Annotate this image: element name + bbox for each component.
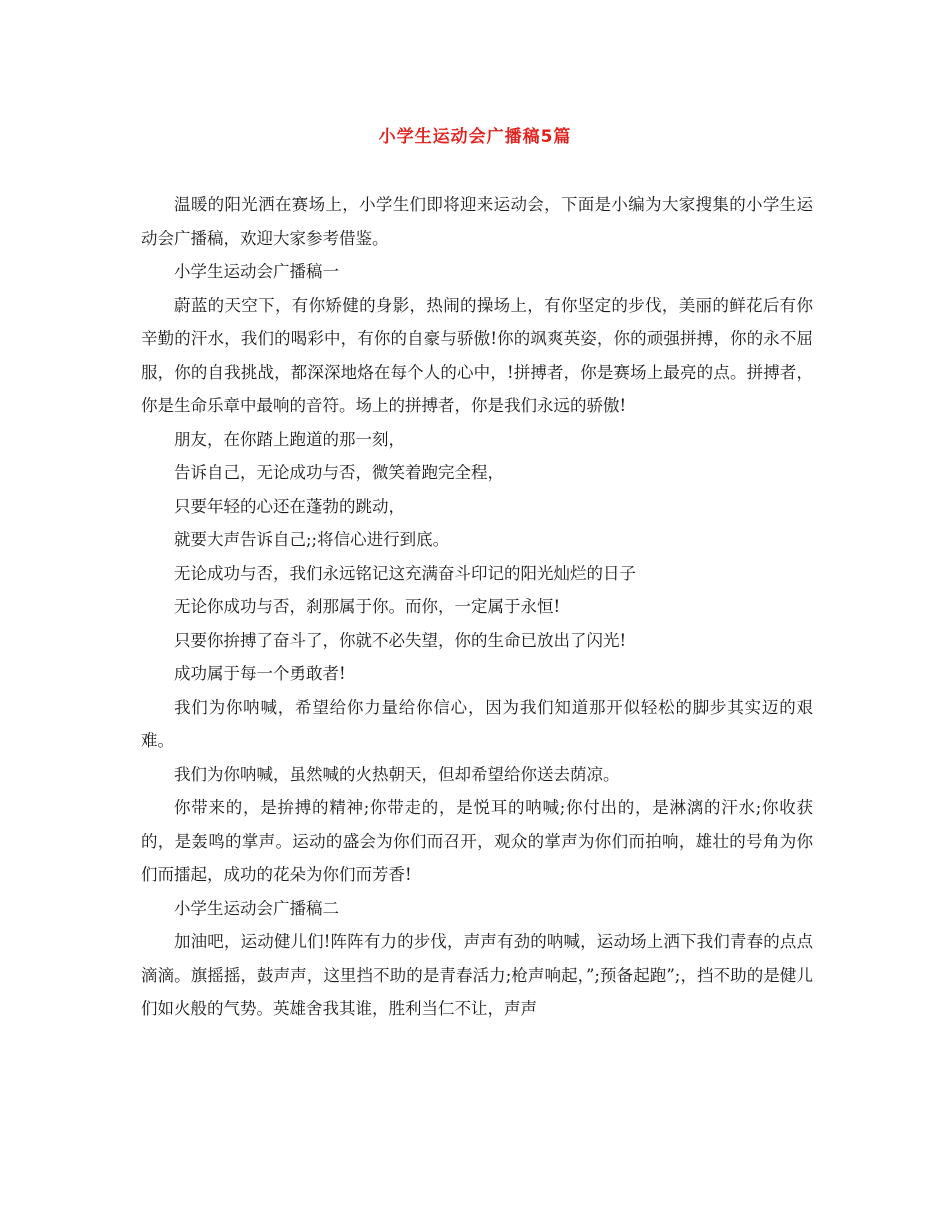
paragraph: 朋友，在你踏上跑道的那一刻，	[174, 429, 405, 449]
paragraph: 无论你成功与否，刹那属于你。而你，一定属于永恒!	[174, 597, 561, 616]
paragraph: 我们为你呐喊，虽然喊的火热朝天，但却希望给你送去荫凉。	[174, 764, 620, 784]
paragraph: 只要年轻的心还在蓬勃的跳动，	[174, 496, 405, 516]
section-heading-one: 小学生运动会广播稿一	[174, 262, 339, 281]
paragraph: 无论成功与否，我们永远铭记这充满奋斗印记的阳光灿烂的日子	[174, 563, 636, 583]
paragraph: 就要大声告诉自己;;将信心进行到底。	[174, 530, 450, 549]
document-body	[141, 188, 813, 1026]
paragraph-intro: 温暖的阳光洒在赛场上，小学生们即将迎来运动会，下面是小编为大家搜集的小学生运动会广播稿，欢迎大家参考借鉴。	[141, 195, 813, 248]
document-title: 小学生运动会广播稿5篇	[378, 127, 572, 147]
paragraph: 加油吧，运动健儿们!阵阵有力的步伐，声声有劲的呐喊，运动场上洒下我们青春的点点滴滴。旗摇摇，鼓声声，这里挡不助的是青春活力;枪声响起，”;预备起跑”;，挡不助的是健儿们如火般的气势。英雄舍我其谁，胜利当仁不让，声声	[141, 932, 813, 1018]
paragraph: 告诉自己，无论成功与否，微笑着跑完全程，	[174, 463, 504, 482]
paragraph: 你带来的，是拚搏的精神;你带走的，是悦耳的呐喊;你付出的，是淋漓的汗水;你收获的，是轰鸣的掌声。运动的盛会为你们而召开，观众的掌声为你们而拍响，雄壮的号角为你们而擂起，成功的花朵为你们而芳香!	[141, 798, 813, 884]
paragraph: 我们为你呐喊，希望给你力量给你信心，因为我们知道那开似轻松的脚步其实迈的艰难。	[141, 697, 813, 750]
paragraph: 成功属于每一个勇敢者!	[174, 664, 346, 683]
paragraph: 蔚蓝的天空下，有你矫健的身影，热闹的操场上，有你坚定的步伐，美丽的鲜花后有你辛勤的汗水，我们的喝彩中，有你的自豪与骄傲!你的飒爽英姿，你的顽强拼搏，你的永不屈服，你的自我挑战，都深深地烙在每个人的心中，!拼搏者，你是赛场上最亮的点。拼搏者，你是生命乐章中最响的音符。场上的拼搏者，你是我们永远的骄傲!	[141, 295, 813, 415]
paragraph: 只要你拚搏了奋斗了，你就不必失望，你的生命已放出了闪光!	[174, 630, 627, 650]
section-heading-two: 小学生运动会广播稿二	[174, 898, 339, 918]
